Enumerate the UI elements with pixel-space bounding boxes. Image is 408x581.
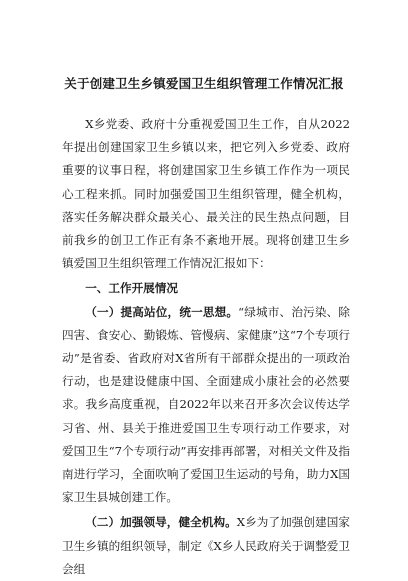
item-1-text-continued: 我乡高度重视，自2022年以来召开多次会议传达学习省、州、县关于推进爱国卫生专项行动工作要求，对爱国卫生“7个专项行动”再安排再部署，对相关文件及指南进行学习，全面吹响了爱国卫生运动的号角，助力X国家卫生县城创建工作。 (62, 397, 350, 505)
item-1-text: “绿城市、治污染、除四害、食安心、勤锻炼、管慢病、家健康”这“7个专项行动”是省委、省政府对X省所有干部群众提出的一项政治行动，也是建设健康中国、全面建成小康社会的必然要求。 (62, 304, 350, 412)
item-2-text: X乡为了加强创建国家卫生乡镇的组织领导，制定《X乡人民政府关于调整爱卫会组 (62, 515, 350, 576)
intro-paragraph: X乡党委、政府十分重视爱国卫生工作，自从2022年提出创建国家卫生乡镇以来，把它列入乡党委、政府重要的议事日程，将创建国家卫生乡镇工作作为一项民心工程来抓。同时加强爱国卫生组织管理，健全机构，落实任务解决群众最关心、最关注的民生热点问题，目前我乡的创卫工作正有条不紊地开展。现将创建卫生乡镇爱国卫生组织管理工作情况汇报如下： (62, 117, 350, 271)
item-2-paragraph (62, 511, 350, 581)
document-body (62, 113, 350, 581)
section-heading-work-progress: 一、工作开展情况 (85, 281, 178, 296)
item-2-heading: （二）加强领导，健全机构。 (85, 515, 237, 530)
item-1-heading: （一）提高站位，统一思想。 (85, 304, 239, 319)
item-1-paragraph (62, 301, 350, 510)
document-title: 关于创建卫生乡镇爱国卫生组织管理工作情况汇报 (64, 76, 344, 91)
